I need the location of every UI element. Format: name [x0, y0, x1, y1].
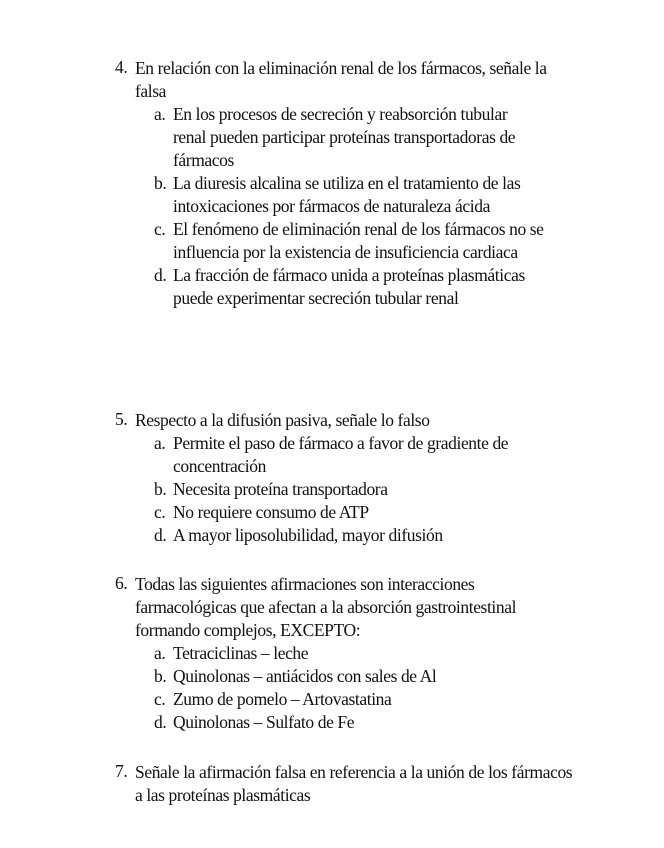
option-letter: a. [154, 104, 166, 124]
question-number: 6. [115, 573, 128, 593]
option-text: La fracción de fármaco unida a proteínas plasmáticas puede experimentar secreción tubular renal [173, 265, 525, 308]
option-text: En los procesos de secreción y reabsorción tubular renal pueden participar proteínas transportadoras de fármacos [173, 104, 516, 170]
option-text: Quinolonas – Sulfato de Fe [173, 712, 355, 732]
option-c [154, 218, 548, 264]
option-list [115, 432, 585, 547]
question-text: Señale la afirmación falsa en referencia a la unión de los fármacos a las proteínas plasmáticas [135, 762, 573, 805]
option-letter: d. [154, 712, 167, 732]
option-letter: a. [154, 643, 166, 663]
option-c [154, 501, 573, 524]
option-letter: c. [154, 502, 166, 522]
option-letter: a. [154, 433, 166, 453]
option-a [154, 103, 528, 172]
question-number: 7. [115, 761, 128, 781]
option-letter: d. [154, 265, 167, 285]
option-letter: c. [154, 689, 166, 709]
option-text: Zumo de pomelo – Artovastatina [173, 689, 392, 709]
option-d [154, 711, 553, 734]
question-text: En relación con la eliminación renal de los fármacos, señale la falsa [135, 58, 547, 101]
question-6 [115, 573, 560, 734]
option-b [154, 665, 553, 688]
option-text: Necesita proteína transportadora [173, 479, 388, 499]
option-d [154, 524, 573, 547]
question-number: 4. [115, 57, 128, 77]
option-b [154, 478, 573, 501]
option-list [115, 103, 570, 310]
question-4 [115, 57, 570, 310]
question-text: Respecto a la difusión pasiva, señale lo falso [135, 410, 430, 430]
option-text: Tetraciclinas – leche [173, 643, 309, 663]
option-text: Quinolonas – antiácidos con sales de Al [173, 666, 437, 686]
option-text: Permite el paso de fármaco a favor de gradiente de concentración [173, 433, 509, 476]
option-list [115, 642, 560, 734]
question-number: 5. [115, 409, 128, 429]
option-a [154, 432, 568, 478]
option-letter: d. [154, 525, 167, 545]
option-a [154, 642, 553, 665]
option-c [154, 688, 553, 711]
option-text: No requiere consumo de ATP [173, 502, 369, 522]
option-letter: b. [154, 666, 167, 686]
question-text: Todas las siguientes afirmaciones son interacciones farmacológicas que afectan a la absorción gastrointestinal formando complejos, EXCEPTO: [135, 574, 517, 640]
option-text: El fenómeno de eliminación renal de los fármacos no se influencia por la existencia de insuficiencia cardiaca [173, 219, 544, 262]
question-7 [115, 761, 575, 807]
question-5 [115, 409, 585, 547]
option-text: A mayor liposolubilidad, mayor difusión [173, 525, 443, 545]
option-b [154, 172, 573, 218]
option-letter: c. [154, 219, 166, 239]
option-letter: b. [154, 479, 167, 499]
option-d [154, 264, 528, 310]
option-text: La diuresis alcalina se utiliza en el tratamiento de las intoxicaciones por fármacos de naturaleza ácida [173, 173, 521, 216]
option-letter: b. [154, 173, 167, 193]
